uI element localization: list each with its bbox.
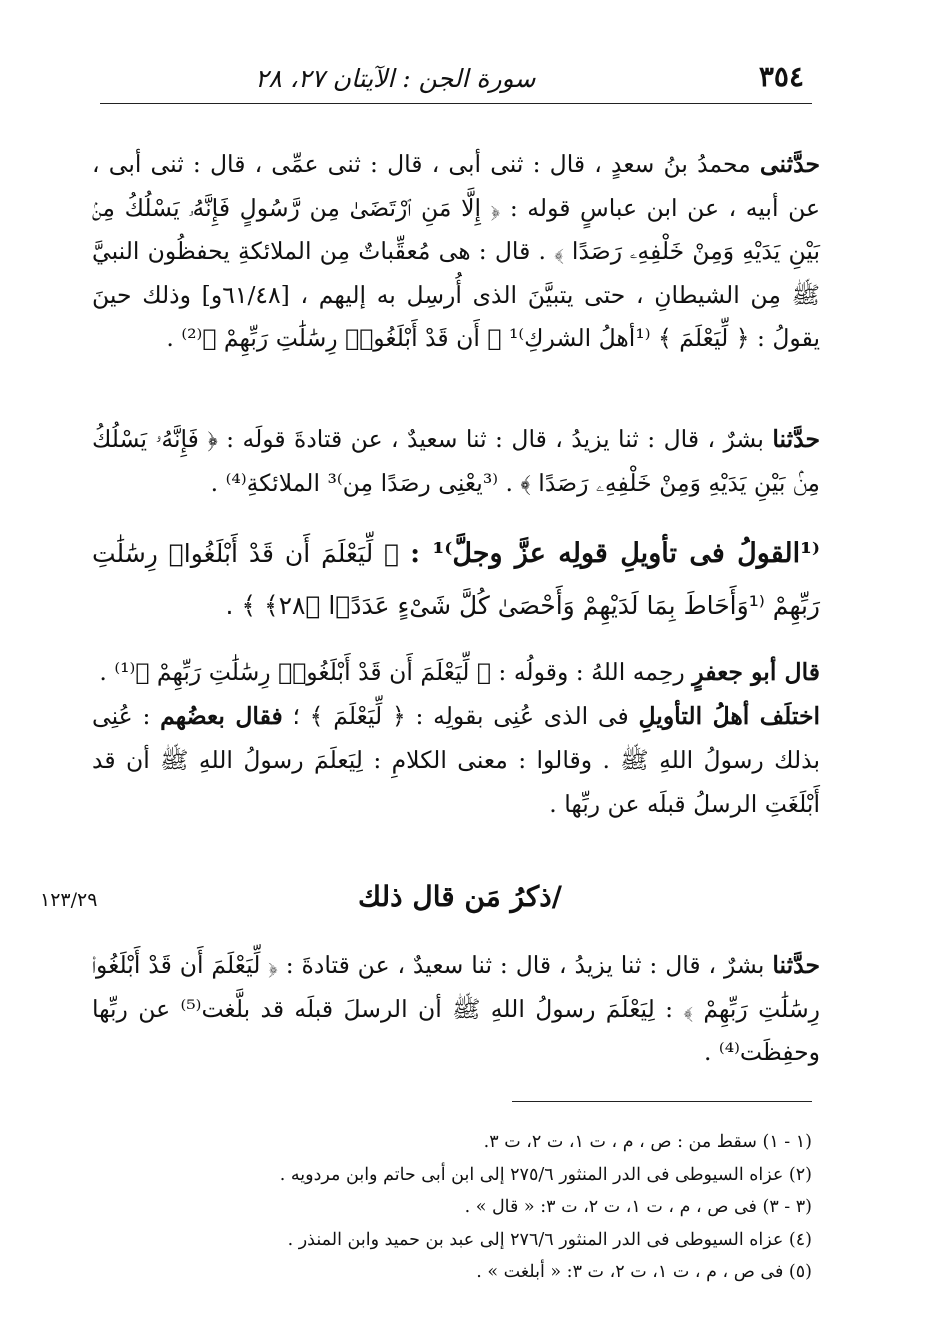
paragraph-text: بشرٌ ، قال : ثنا يزيدُ ، قال : ثنا سعيدٌ ، عن قتادةَ قولَه : ﴿ فَإِنَّهُۥ يَسْلُكُ مِنۢ بَيْنِ يَدَيْهِ وَمِنْ خَلْفِهِۦ رَصَدًا ﴾ . ⁽³يعْنِى رصَدًا مِن⁾³ الملائكةِ⁽⁴⁾ . [92,425,820,497]
paragraph-text: فى الذى عُنِى بقولِه : ﴿ لِّيَعْلَمَ ﴾ ؛ [282,702,639,730]
paragraph-text: بشرٌ ، قال : ثنا يزيدُ ، قال : ثنا سعيدٌ ، عن قتادةَ : ﴿ لِّيَعْلَمَ أَن قَدْ أَبْلَغُوا۟ رِسَٰلَٰتِ رَبِّهِمْ ﴾ : لِيَعْلَمَ رسولُ اللهِ ﷺ أن الرسلَ قبلَه قد بلَّغت⁽⁵⁾ عن ربِّها وحفِظَت⁽⁴⁾ . [92,951,820,1066]
paragraph-hadith-3 [92,944,820,1075]
footnote: (١ - ١) سقط من : ص ، م ، ت ١، ت ٢، ت ٣. [483,1132,812,1152]
paragraph-hadith-1 [92,143,820,361]
paragraph-lead: حدَّثنا [772,951,820,979]
paragraph-lead: اختلَف أهلُ التأويلِ [638,702,821,730]
footnote-rule [512,1101,812,1102]
page-header [100,58,812,102]
verse-text: ﴿ لِّيَعْلَمَ أَن قَدْ أَبْلَغُوا۟ رِسَٰلَٰتِ رَبِّهِمْ ⁽¹وَأَحَاطَ بِمَا لَدَيْهِمْ وَأَحْصَىٰ كُلَّ شَىْءٍ عَدَدًۢا ﴿٢٨﴾ ﴾ . [92,539,820,620]
header-rule [100,103,812,104]
verse-heading: ⁽¹القولُ فى تأويلِ قولِه عزَّ وجلَّ⁾¹ : [410,538,820,569]
footnote: (٢) عزاه السيوطى فى الدر المنثور ٢٧٥/٦ إلى ابن أبى حاتم وابن مردويه . [279,1164,812,1185]
verse-heading-block [92,528,820,632]
paragraph-lead: قال أبو جعفرٍ [692,658,820,686]
margin-reference: ١٢٣/٢٩ [40,889,98,911]
paragraph-lead: حدَّثنا [772,425,820,453]
paragraph-text: محمدُ بنُ سعدٍ ، قال : ثنى أبى ، قال : ثنى عمِّى ، قال : ثنى أبى ، عن أبيه ، عن ابن عباسٍ قوله : ﴿ إِلَّا مَنِ ٱرْتَضَىٰ مِن رَّسُولٍ فَإِنَّهُۥ يَسْلُكُ مِنۢ بَيْنِ يَدَيْهِ وَمِنْ خَلْفِهِۦ رَصَدًا ﴾ . قال : هى مُعقِّباتٌ مِن الملائكةِ يحفظُون النبيَّ ﷺ مِن الشيطانِ ، حتى يتبيَّنَ الذى أُرسِل به إليهم ، [٦١/٤٨و] وذلك حينَ يقولُ : ﴿ لِّيَعْلَمَ ﴾ ⁽¹أهلُ الشركِ⁾¹ ﴿ أَن قَدْ أَبْلَغُوا۟ رِسَٰلَٰتِ رَبِّهِمْ ﴾⁽²⁾ . [92,150,820,352]
footnotes [200,1126,812,1289]
page-number: ٣٥٤ [758,60,804,93]
paragraph-lead: حدَّثنى [759,150,820,178]
footnote: (٥) فى ص ، م ، ت ١، ت ٢، ت ٣: « أبلغت » . [476,1262,812,1282]
commentary-block [92,650,820,826]
section-heading: /ذكرُ مَن قال ذلك [358,880,562,913]
paragraph-text: رحِمه اللهُ : وقولُه : ﴿ لِّيَعْلَمَ أَن قَدْ أَبْلَغُوا۟ رِسَٰلَٰتِ رَبِّهِمْ ﴾⁽¹⁾ . [99,658,693,686]
paragraph-hadith-2 [92,418,820,505]
footnote: (٣ - ٣) فى ص ، م ، ت ١، ت ٢، ت ٣: « قال » . [464,1197,812,1217]
footnote: (٤) عزاه السيوطى فى الدر المنثور ٢٧٦/٦ إلى عبد بن حميد وابن المنذر . [287,1229,812,1250]
running-title: سورة الجن : الآيتان ٢٧، ٢٨ [255,64,536,93]
paragraph-lead-2: فقال بعضُهم [160,702,283,730]
paragraph-text-2: : عُنِى بذلك رسولُ اللهِ ﷺ . وقالوا : معنى الكلامِ : لِيَعلَمَ رسولُ اللهِ ﷺ أن قد أَبْلَغَتِ الرسلُ قبلَه عن ربِّها . [92,702,820,818]
